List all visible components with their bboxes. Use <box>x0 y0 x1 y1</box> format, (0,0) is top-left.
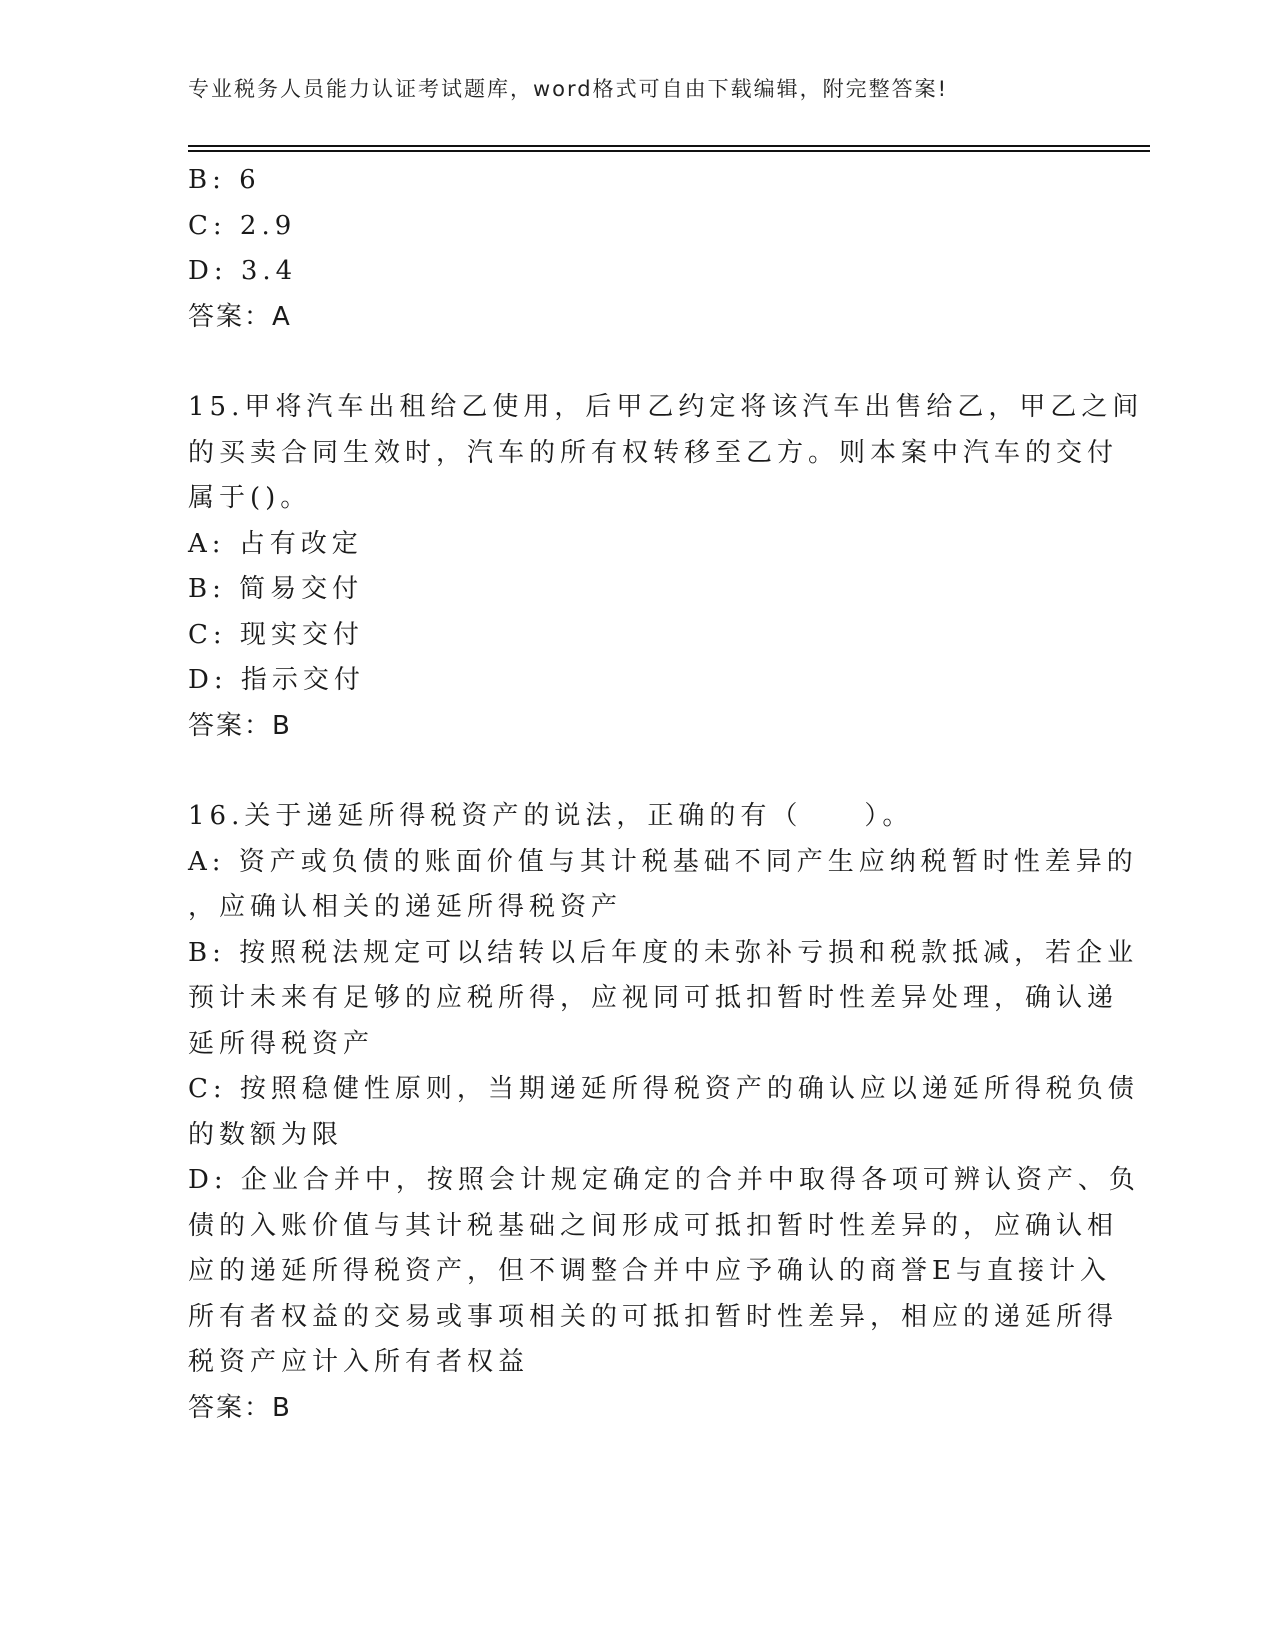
option-line: B: 按照税法规定可以结转以后年度的未弥补亏损和税款抵减，若企业 <box>188 937 1139 968</box>
option-line: 应的递延所得税资产，但不调整合并中应予确认的商誉E与直接计入 <box>188 1256 1111 1286</box>
answer-line: 答案：A <box>188 301 292 332</box>
option-b: B: 6 <box>188 165 261 195</box>
answer-line: 答案：B <box>188 710 292 741</box>
option-c: C: 2.9 <box>188 210 297 241</box>
option-b: B: 简易交付 <box>188 574 364 604</box>
question-16 <box>188 794 1140 1431</box>
option-line: 债的入账价值与其计税基础之间形成可抵扣暂时性差异的，应确认相 <box>188 1210 1119 1241</box>
header-rule-top <box>188 145 1150 147</box>
previous-question-tail <box>188 158 1088 340</box>
option-line: 延所得税资产 <box>188 1028 375 1059</box>
option-line: 预计未来有足够的应税所得，应视同可抵扣暂时性差异处理，确认递 <box>188 983 1119 1013</box>
page-header: 专业税务人员能力认证考试题库，word格式可自由下载编辑，附完整答案! <box>188 77 949 101</box>
option-a: A: 占有改定 <box>188 528 363 559</box>
option-line: 的数额为限 <box>188 1119 344 1150</box>
option-line: 税资产应计入所有者权益 <box>188 1347 530 1377</box>
option-c: C: 现实交付 <box>188 619 364 650</box>
question-stem-line: 的买卖合同生效时，汽车的所有权转移至乙方。则本案中汽车的交付 <box>188 437 1119 468</box>
document-body <box>188 158 1144 1431</box>
question-stem-line: 15.甲将汽车出租给乙使用，后甲乙约定将该汽车出售给乙，甲乙之间 <box>188 392 1144 422</box>
question-15 <box>188 385 1144 749</box>
option-line: C: 按照稳健性原则，当期递延所得税资产的确认应以递延所得税负债 <box>188 1074 1139 1104</box>
option-d: D: 指示交付 <box>188 665 365 695</box>
question-stem-line: 属于()。 <box>188 483 312 513</box>
option-d: D: 3.4 <box>188 256 298 286</box>
answer-line: 答案：B <box>188 1392 292 1423</box>
option-line: D: 企业合并中，按照会计规定确定的合并中取得各项可辨认资产、负 <box>188 1165 1140 1195</box>
option-line: 所有者权益的交易或事项相关的可抵扣暂时性差异，相应的递延所得 <box>188 1301 1119 1332</box>
header-rule-bottom <box>188 150 1150 152</box>
spacer <box>188 340 1088 385</box>
spacer <box>188 749 1088 794</box>
question-stem: 16.关于递延所得税资产的说法，正确的有（ ）。 <box>188 801 914 831</box>
option-line: ，应确认相关的递延所得税资产 <box>188 892 623 922</box>
option-line: A: 资产或负债的账面价值与其计税基础不同产生应纳税暂时性差异的 <box>188 846 1138 877</box>
